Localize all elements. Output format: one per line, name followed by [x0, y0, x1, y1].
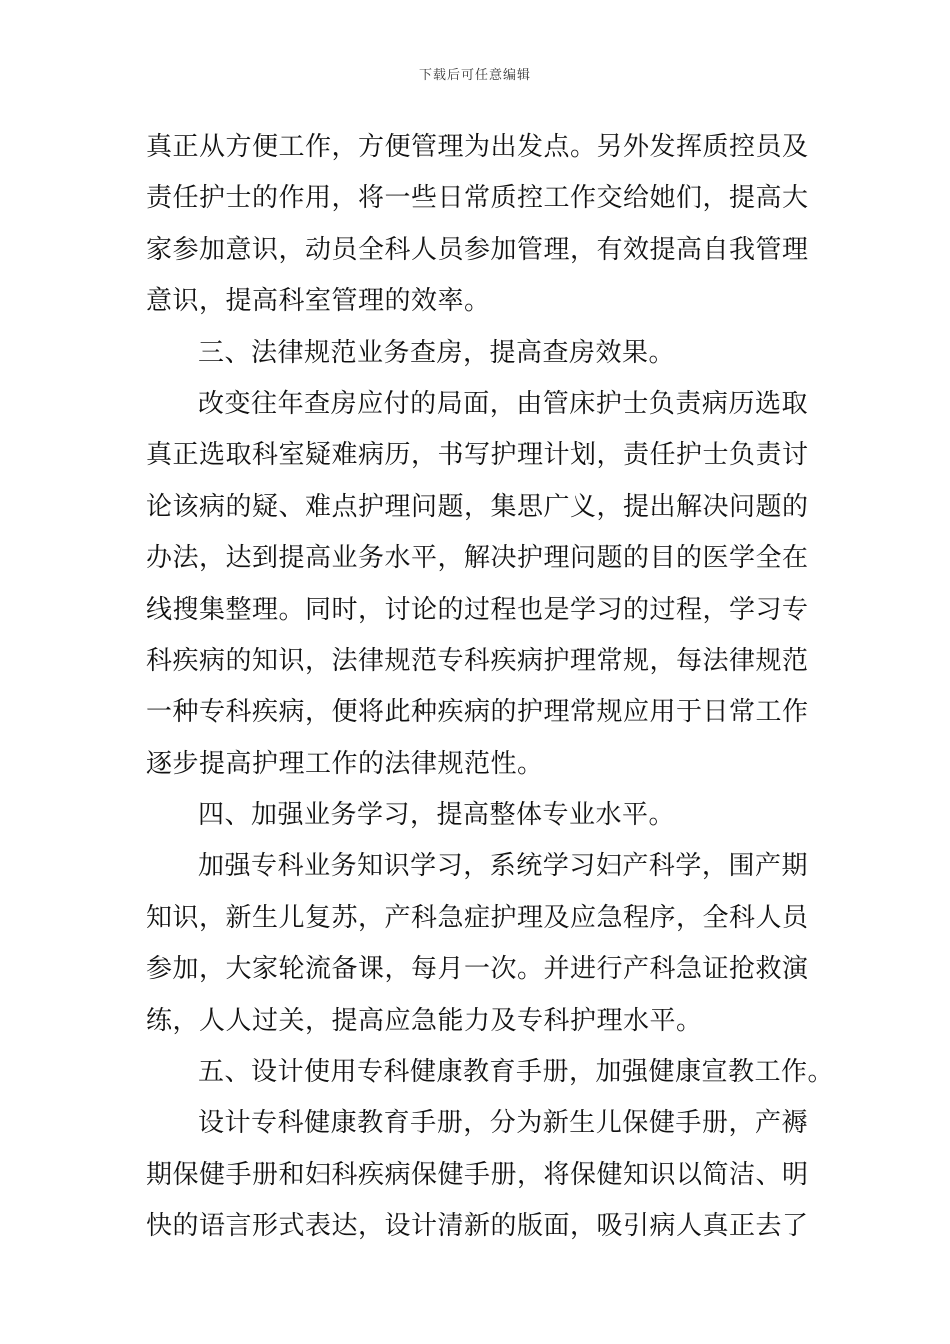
- text-line: 家参加意识，动员全科人员参加管理，有效提高自我管理: [146, 234, 809, 265]
- text-line: 知识，新生儿复苏，产科急症护理及应急程序，全科人员: [146, 902, 809, 933]
- text-line: 期保健手册和妇科疾病保健手册，将保健知识以简洁、明: [146, 1159, 809, 1190]
- section-heading-4: 四、加强业务学习，提高整体专业水平。: [198, 800, 676, 831]
- page-header-note: 下载后可任意编辑: [418, 68, 531, 83]
- text-line: 真正选取科室疑难病历，书写护理计划，责任护士负责讨: [146, 440, 809, 471]
- text-line: 快的语言形式表达，设计清新的版面，吸引病人真正去了: [146, 1211, 809, 1242]
- text-line: 设计专科健康教育手册，分为新生儿保健手册，产褥: [198, 1108, 808, 1139]
- section-heading-3: 三、法律规范业务查房，提高查房效果。: [198, 337, 676, 368]
- text-line: 一种专科疾病，便将此种疾病的护理常规应用于日常工作: [146, 697, 809, 728]
- text-line: 意识，提高科室管理的效率。: [146, 286, 491, 317]
- text-line: 加强专科业务知识学习，系统学习妇产科学，围产期: [198, 851, 808, 882]
- text-line: 练，人人过关，提高应急能力及专科护理水平。: [146, 1005, 703, 1036]
- text-line: 科疾病的知识，法律规范专科疾病护理常规，每法律规范: [146, 645, 809, 676]
- text-line: 办法，达到提高业务水平，解决护理问题的目的医学全在: [146, 543, 809, 574]
- text-line: 真正从方便工作，方便管理为出发点。另外发挥质控员及: [146, 132, 809, 162]
- text-line: 改变往年查房应付的局面，由管床护士负责病历选取: [198, 388, 808, 419]
- text-line: 线搜集整理。同时，讨论的过程也是学习的过程，学习专: [146, 594, 809, 625]
- text-line: 论该病的疑、难点护理问题，集思广义，提出解决问题的: [146, 491, 809, 522]
- text-line: 参加，大家轮流备课，每月一次。并进行产科急证抢救演: [146, 954, 809, 985]
- text-line: 责任护士的作用，将一些日常质控工作交给她们，提高大: [146, 183, 809, 214]
- document-body: [146, 122, 835, 1253]
- text-line: 逐步提高护理工作的法律规范性。: [146, 748, 544, 779]
- section-heading-5: 五、设计使用专科健康教育手册，加强健康宣教工作。: [198, 1057, 835, 1088]
